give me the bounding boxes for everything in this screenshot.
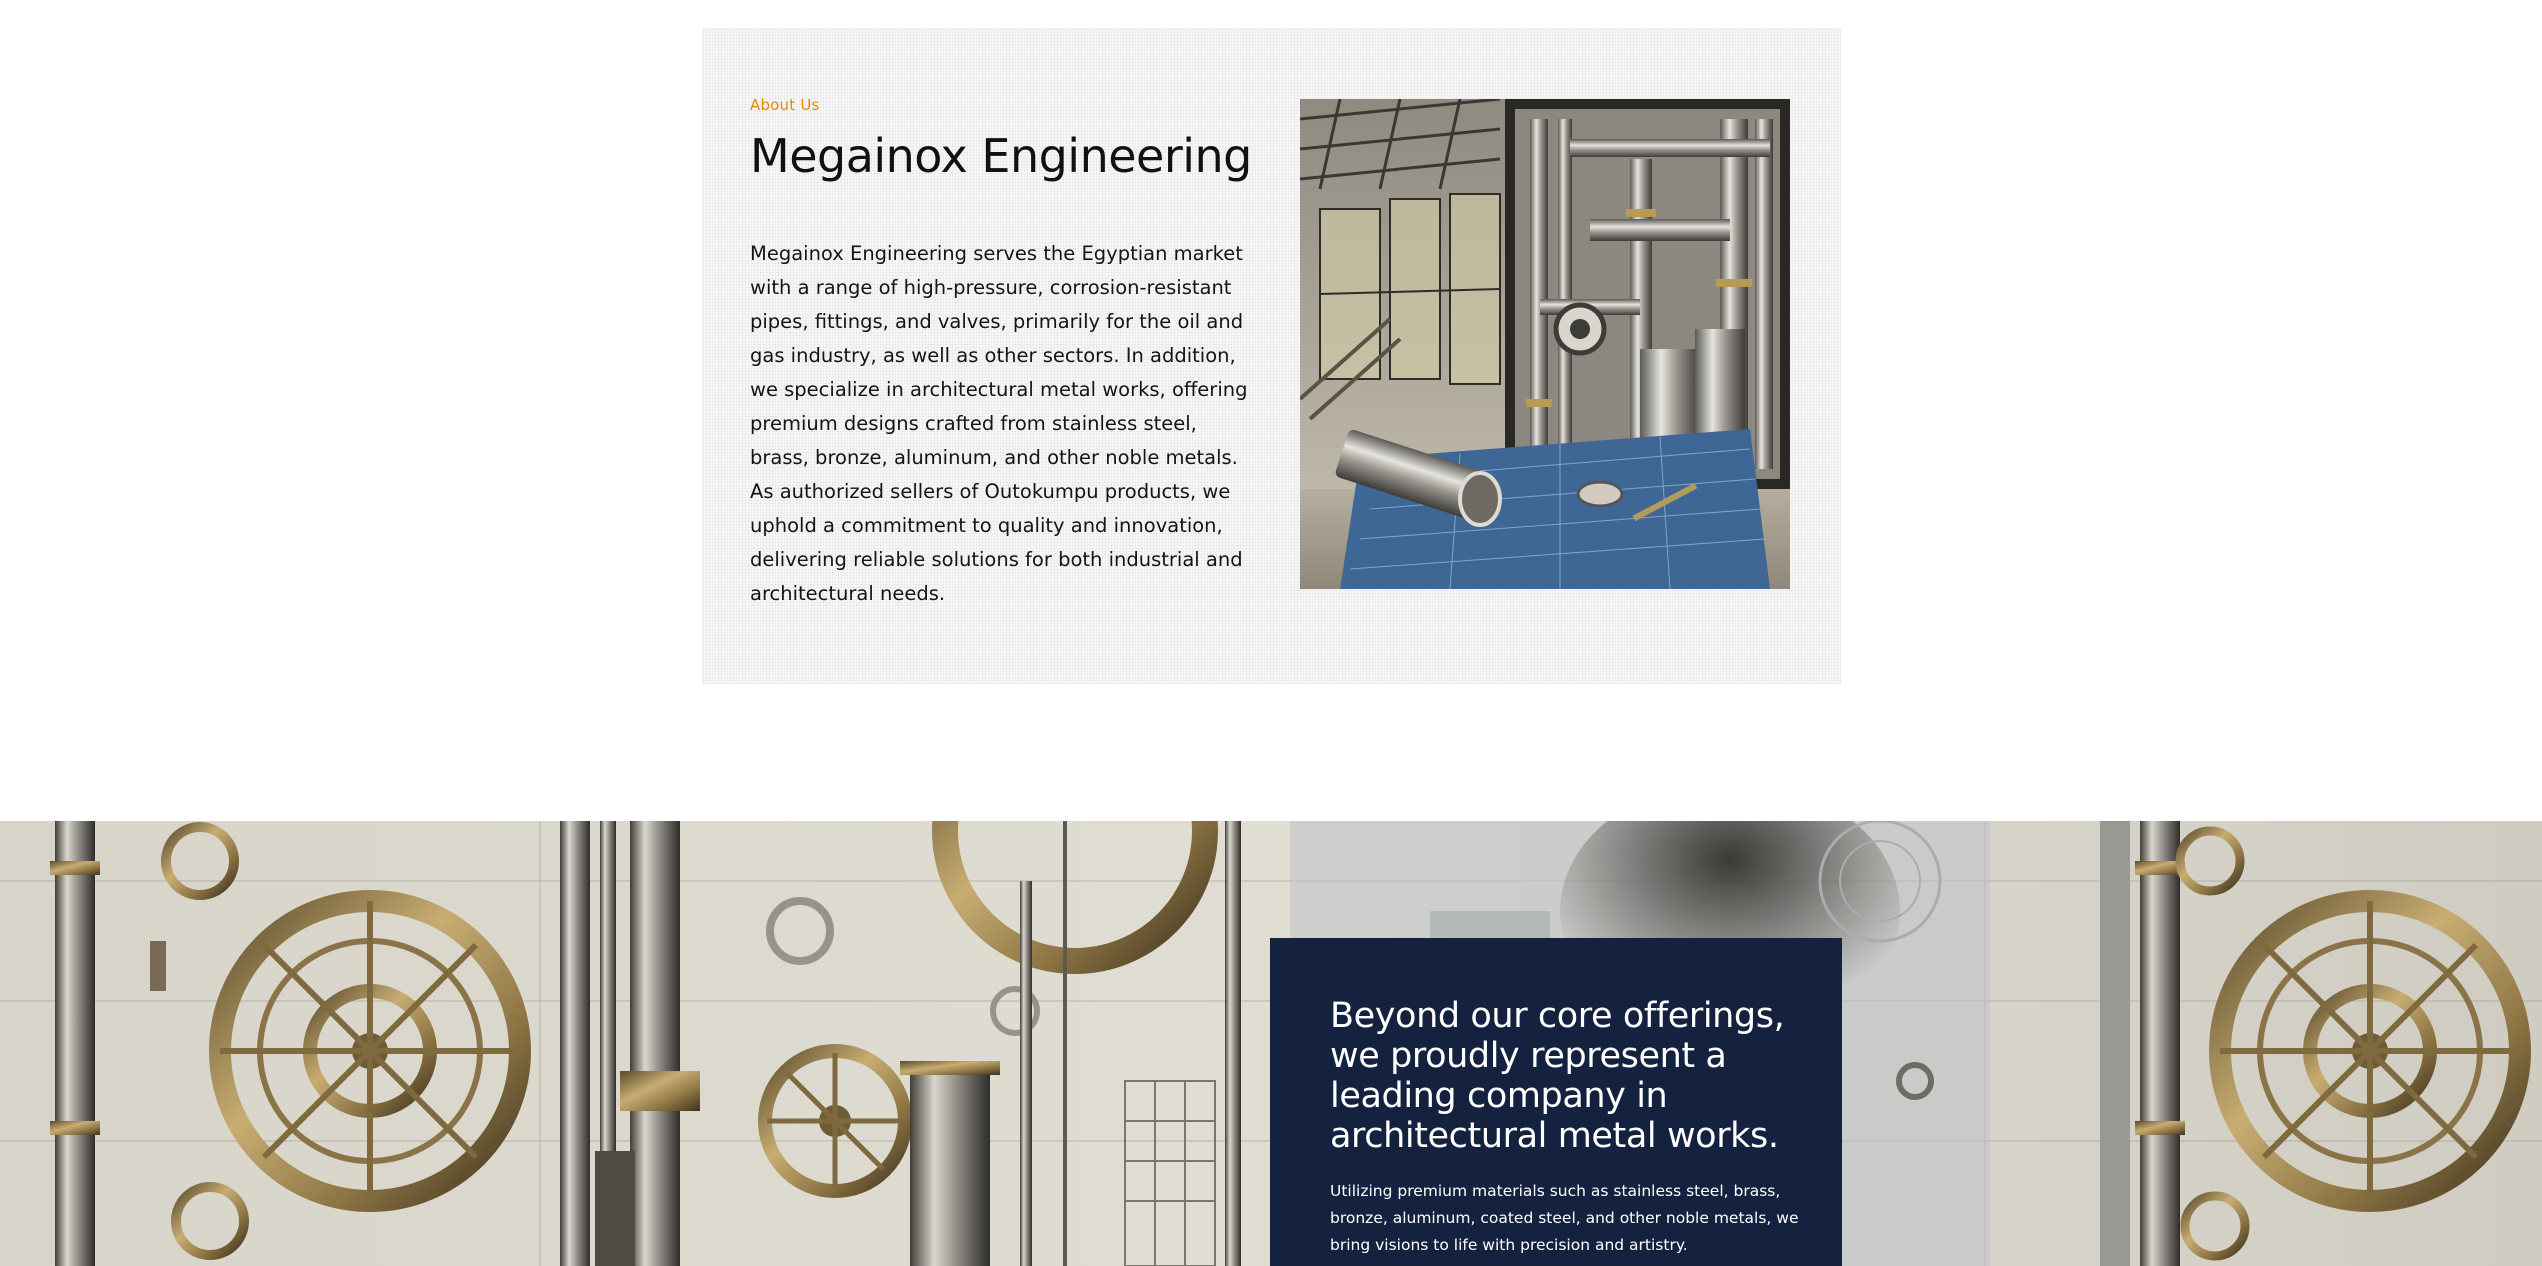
- about-section: [702, 28, 1841, 684]
- page-title: Megainox Engineering: [750, 129, 1252, 183]
- banner-description: Utilizing premium materials such as stainless steel, brass, bronze, aluminum, coated steel, and other noble metals, we bring visions to life with precision and artistry.: [1330, 1182, 1799, 1254]
- about-description: Megainox Engineering serves the Egyptian market with a range of high-pressure, corrosion-resistant pipes, fittings, and valves, primarily for the oil and gas industry, as well as other sectors. In addition, we specialize in architectural metal works, offering premium designs crafted from stainless steel, brass, bronze, aluminum, and other noble metals. As authorized sellers of Outokumpu products, we uphold a commitment to quality and innovation, delivering reliable solutions for both industrial and architectural needs.: [750, 242, 1248, 605]
- banner-info-panel: [1270, 938, 1842, 1266]
- architectural-banner: [0, 821, 2542, 1266]
- industrial-pipes-image: [1300, 99, 1790, 589]
- banner-heading: Beyond our core offerings, we proudly represent a leading company in architectural metal works.: [1330, 996, 1785, 1156]
- about-eyebrow: About Us: [750, 96, 820, 114]
